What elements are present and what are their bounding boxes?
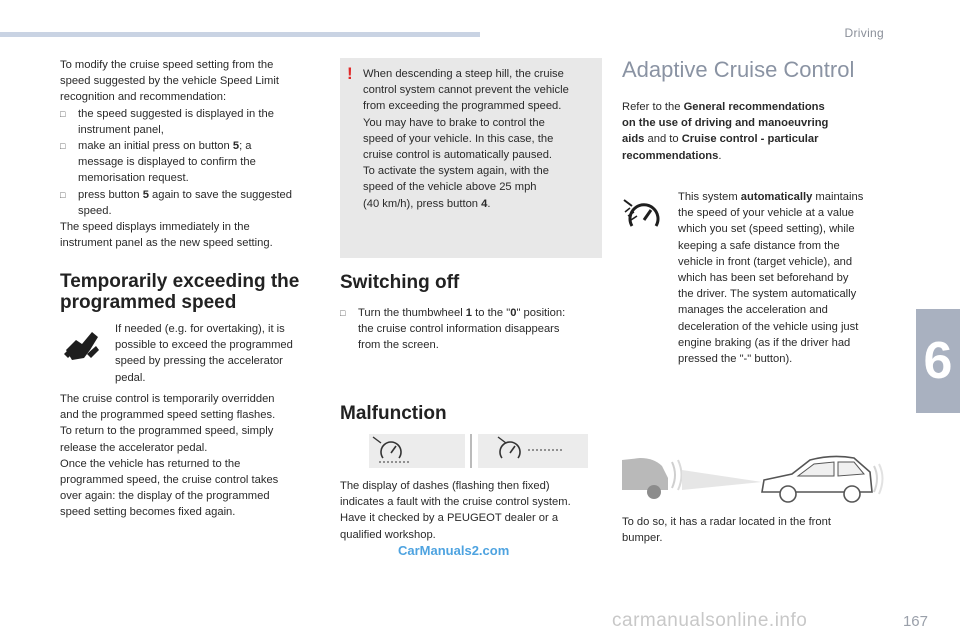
list-item: □ the speed suggested is displayed in the instrument panel, [60, 106, 322, 138]
system-text: This system automatically maintains the speed of your vehicle at a value which you set (speed setting), while keeping a safe distance from the vehicle in front (target vehicle), and which has been set beforehand by the driver. The system automatically manages the acceleration and deceleration of the vehicle using just engine braking (as if the driver had pressed the "-" button). [678, 191, 864, 366]
heading-temporarily-exceeding: Temporarily exceeding the programmed speed [60, 271, 300, 313]
accelerator-pedal-icon [62, 328, 102, 364]
section-label: Driving [844, 26, 884, 40]
cruise-gauge-icon [478, 434, 588, 468]
malfunction-text: The display of dashes (flashing then fixed) indicates a fault with the cruise control system. Have it checked by a PEUGEOT dealer or a qualified workshop. [340, 480, 571, 541]
suggestion-steps [60, 106, 322, 219]
radar-text: To do so, it has a radar located in the front bumper. [622, 516, 831, 545]
cruise-gauge-icon [369, 434, 465, 468]
list-item: □ Turn the thumbwheel 1 to the "0" position: the cruise control information disappears from the screen. [340, 305, 602, 354]
heading-switching-off: Switching off [340, 272, 460, 293]
adaptive-cruise-icon [622, 194, 668, 234]
heading-adaptive-cruise: Adaptive Cruise Control [622, 57, 855, 82]
warning-icon: ! [347, 64, 353, 83]
intro-line: speed suggested by the vehicle Speed Limit [60, 75, 279, 88]
chapter-tab [916, 309, 960, 413]
car-radar-illustration [622, 448, 884, 504]
top-accent-bar [0, 32, 480, 37]
heading-malfunction: Malfunction [340, 403, 447, 424]
page-number: 167 [902, 613, 928, 630]
overtaking-text: If needed (e.g. for overtaking), it is possible to exceed the programmed speed by pressing the accelerator pedal. [115, 323, 293, 384]
override-text: The cruise control is temporarily overridden and the programmed speed setting flashes. To return to the programmed speed, simply release the accelerator pedal. Once the vehicle has returned to the programmed speed, the cruise control takes over again: the display of the programmed speed setting becomes fixed again. [60, 393, 279, 519]
intro-line: recognition and recommendation: [60, 91, 227, 104]
chapter-number: 6 [923, 332, 953, 390]
intro-line: To modify the cruise speed setting from the [60, 59, 274, 71]
refer-text: Refer to the General recommendations on the use of driving and manoeuvring aids and to Cruise control - particular recommendations. [622, 101, 829, 162]
switching-off-text [340, 305, 602, 354]
list-item: □ press button 5 again to save the suggested speed. [60, 187, 322, 219]
warning-text: When descending a steep hill, the cruise control system cannot prevent the vehicle from exceeding the programmed speed. You may have to brake to control the speed of your vehicle. In this case, the cruise control is automatically paused. To activate the system again, with the speed of the vehicle above 25 mph (40 km/h), press button 4. [363, 68, 569, 210]
watermark-carmanualsonline: carmanualsonline.info [612, 610, 808, 631]
col1-intro: To modify the cruise speed setting from the speed suggested by the vehicle Speed Limit recognition and recommendation: □ the speed suggested is displayed in the instrument panel, □ make an initial press on button 5; a message is displayed to confirm the memorisation request. □ press button 5 again to save the suggested speed. The speed displays immediately in the instrument panel as the new speed setting. [60, 57, 322, 251]
divider [470, 434, 472, 468]
list-item: □ make an initial press on button 5; a message is displayed to confirm the memorisation request. [60, 138, 322, 187]
watermark-carmanuals2: CarManuals2.com [398, 543, 510, 558]
